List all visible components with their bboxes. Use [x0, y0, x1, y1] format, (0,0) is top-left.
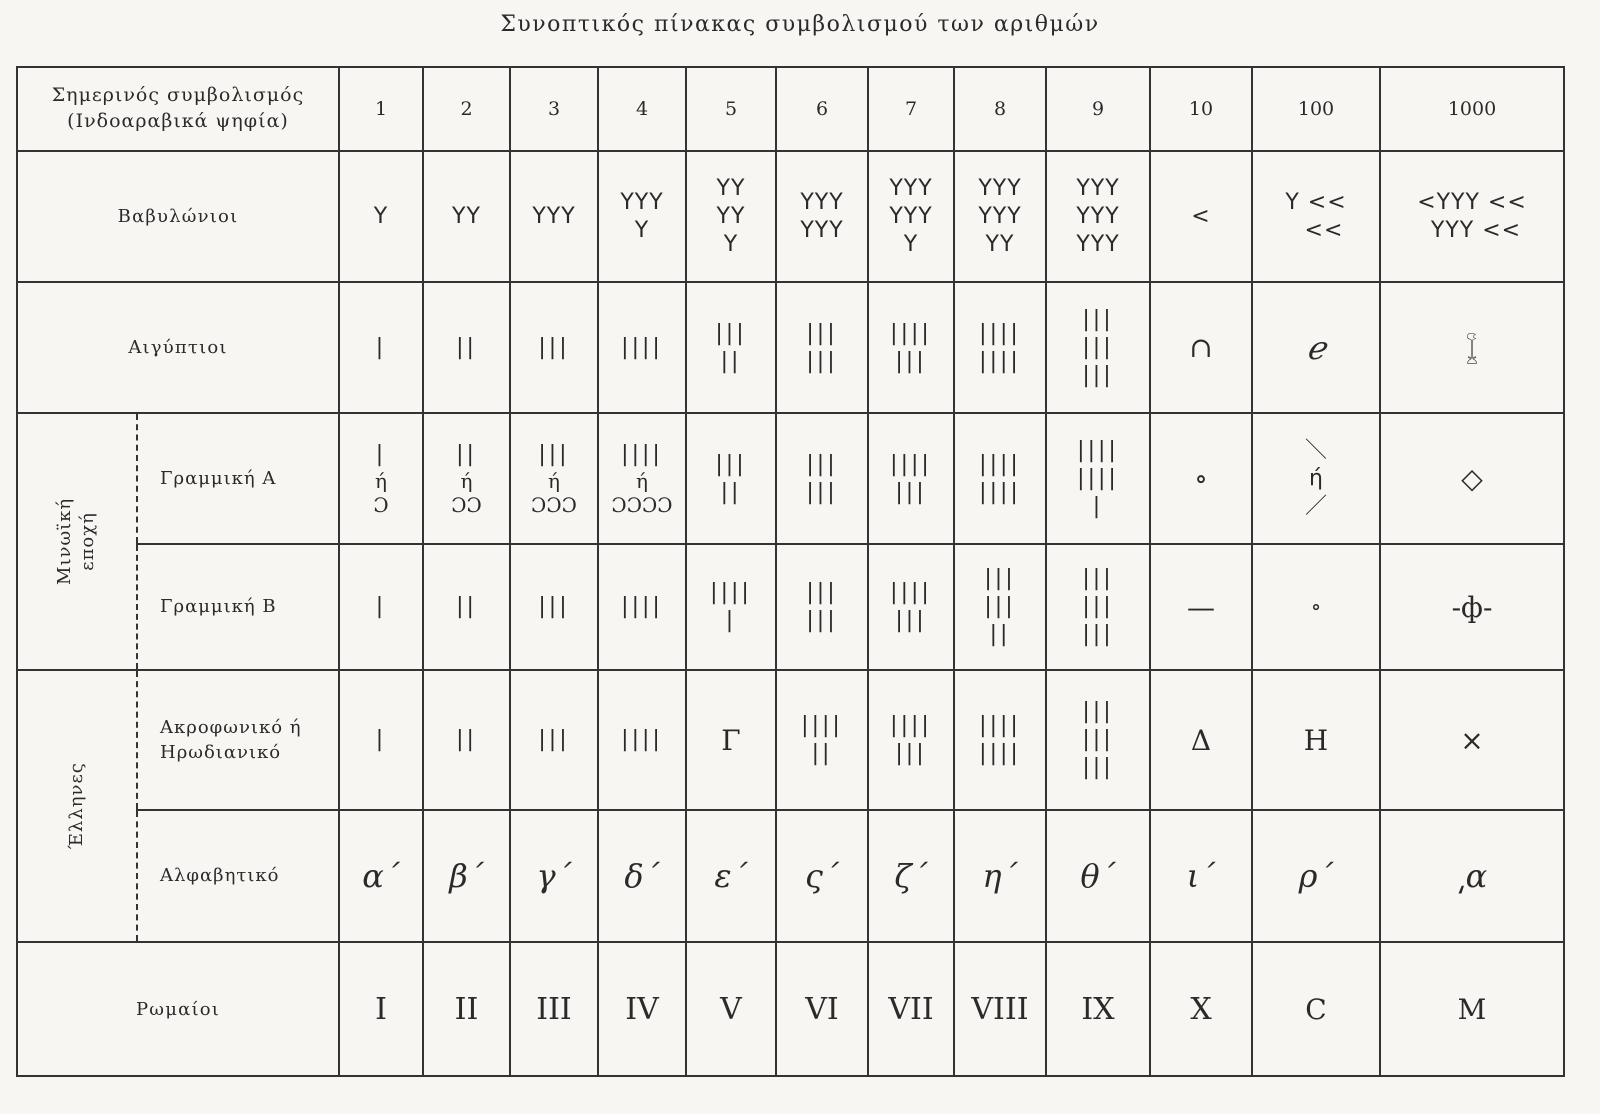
acrophonic-symbol: |: [375, 727, 387, 752]
roman-symbol: II: [423, 942, 510, 1076]
linear-a-symbol: |||| ||||: [979, 451, 1021, 505]
alphabetic-symbol: δ΄: [598, 810, 686, 942]
linear-a-symbol: [373, 441, 388, 517]
egyptian-symbol: |||: [538, 334, 570, 360]
linear-b-symbol: ||| ||| ||: [984, 566, 1016, 647]
egyptian-symbol: ||||: [621, 334, 663, 360]
roman-symbol: V: [686, 942, 776, 1076]
header-number: 5: [686, 67, 776, 151]
babylonian-symbol: Y: [373, 203, 389, 229]
linear-a-stroke: |: [375, 441, 387, 467]
alphabetic-symbol: β΄: [423, 810, 510, 942]
egyptian-symbol: ℯ: [1252, 282, 1380, 413]
egyptian-symbol: ∩: [1150, 282, 1252, 413]
babylonian-symbol: <: [1191, 203, 1211, 229]
egyptian-symbol: |||| |||: [890, 320, 932, 374]
babylonian-symbol: YYY YYY YY: [978, 175, 1022, 257]
acrophonic-symbol: ||| ||| |||: [1082, 699, 1114, 780]
header-label-line2: (Ινδοαραβικά ψηφία): [67, 110, 289, 132]
babylonian-symbol: YY: [452, 203, 481, 229]
alphabetic-symbol: η΄: [954, 810, 1046, 942]
linear-a-stroke: ||||: [621, 441, 663, 467]
roman-symbol: VIII: [954, 942, 1046, 1076]
babylonian-symbol: YYY YYY Y: [889, 175, 933, 257]
babylonian-symbol: YYY YYY: [800, 189, 844, 243]
greeks-label: Έλληνες: [66, 762, 88, 850]
or-label: ή: [460, 468, 473, 493]
row-label-egyptians: Αιγύπτιοι: [17, 282, 339, 413]
acrophonic-symbol: Η: [1252, 670, 1380, 810]
header-label-line1: Σημερινός συμβολισμός: [51, 84, 305, 107]
egyptian-symbol: |: [375, 334, 387, 360]
header-number: 10: [1150, 67, 1252, 151]
egyptian-symbol: ||| ||: [715, 320, 747, 374]
roman-symbol: M: [1380, 942, 1564, 1076]
header-number: 1000: [1380, 67, 1564, 151]
header-number: 4: [598, 67, 686, 151]
egyptian-symbol: ||| |||: [806, 320, 838, 374]
roman-symbol: C: [1252, 942, 1380, 1076]
babylonian-symbol: YY YY Y: [716, 175, 746, 257]
acrophonic-symbol: |||| ||: [801, 713, 843, 766]
linear-a-stroke: |||: [538, 441, 570, 467]
alphabetic-symbol: ρ΄: [1252, 810, 1380, 942]
babylonian-symbol: Y << <<: [1285, 189, 1347, 243]
row-babylonians: [17, 151, 1564, 282]
linear-a-arc: Ɔ: [373, 492, 389, 517]
linear-b-symbol: ||: [456, 594, 477, 619]
lotus-glyph-icon: 𓆼: [1380, 282, 1564, 413]
alphabetic-symbol: γ΄: [510, 810, 598, 942]
table-title: Συνοπτικός πίνακας συμβολισμού των αριθμών: [500, 12, 1100, 37]
minoan-label-line1: Μινωϊκή: [54, 497, 76, 586]
row-label-babylonians: Βαβυλώνιοι: [17, 151, 339, 282]
linear-b-symbol: |||| |: [710, 580, 752, 633]
header-number: 6: [776, 67, 868, 151]
circle-icon: ∘: [1252, 544, 1380, 670]
roman-symbol: VII: [868, 942, 954, 1076]
alphabetic-symbol: ς΄: [776, 810, 868, 942]
or-label: ή: [548, 468, 560, 493]
group-label-greeks: [17, 670, 137, 942]
alphabetic-symbol: α΄: [339, 810, 423, 942]
numeral-symbols-table: [16, 66, 1565, 1077]
acrophonic-symbol: ||||: [621, 727, 663, 752]
roman-symbol: IV: [598, 942, 686, 1076]
roman-symbol: VI: [776, 942, 868, 1076]
egyptian-symbol: |||| ||||: [979, 320, 1021, 374]
row-linear-b: [17, 544, 1564, 670]
linear-a-symbol: [451, 441, 482, 517]
header-number: 100: [1252, 67, 1380, 151]
linear-a-symbol: ＼ ή ／: [1304, 437, 1327, 519]
babylonian-symbol: YYY YYY YYY: [1076, 175, 1120, 257]
acrophonic-symbol: ×: [1380, 670, 1564, 810]
linear-a-arc: ƆƆƆ: [531, 492, 577, 517]
alphabetic-symbol: ͵α: [1380, 810, 1564, 942]
acrophonic-symbol: |||| |||: [890, 713, 932, 766]
acrophonic-label-line1: Ακροφωνικό ή: [160, 716, 302, 738]
acrophonic-symbol: Γ: [686, 670, 776, 810]
row-label-linear-b: Γραμμική Β: [137, 544, 339, 670]
dash-icon: —: [1150, 544, 1252, 670]
alphabetic-symbol: ι΄: [1150, 810, 1252, 942]
linear-a-symbol: ||| |||: [806, 451, 838, 505]
row-linear-a: [17, 413, 1564, 544]
acrophonic-symbol: |||: [538, 727, 570, 752]
acrophonic-label-line2: Ηρωδιανικό: [160, 742, 282, 763]
roman-symbol: III: [510, 942, 598, 1076]
linear-a-symbol: [611, 441, 672, 517]
egyptian-symbol: ||| ||| |||: [1082, 306, 1114, 388]
row-romans: [17, 942, 1564, 1076]
minoan-label-line2: εποχή: [77, 512, 99, 571]
linear-b-symbol: |||: [538, 594, 570, 619]
header-number: 3: [510, 67, 598, 151]
linear-a-arc: ƆƆƆƆ: [611, 492, 673, 517]
linear-a-arc: ƆƆ: [451, 492, 482, 517]
group-label-minoan: [17, 413, 137, 670]
circle-icon: ∘: [1150, 413, 1252, 544]
row-egyptians: [17, 282, 1564, 413]
acrophonic-symbol: Δ: [1150, 670, 1252, 810]
row-label-linear-a: Γραμμική Α: [137, 413, 339, 544]
babylonian-symbol: <YYY << YYY <<: [1417, 189, 1527, 243]
or-label: ή: [375, 468, 387, 493]
row-label-romans: Ρωμαίοι: [17, 942, 339, 1076]
linear-b-symbol: |||| |||: [890, 580, 932, 633]
babylonian-symbol: YYY: [532, 203, 576, 229]
row-label-alphabetic: Αλφαβητικό: [137, 810, 339, 942]
diamond-icon: ◇: [1380, 413, 1564, 544]
alphabetic-symbol: ε΄: [686, 810, 776, 942]
linear-a-symbol: |||| |||| |: [1077, 437, 1119, 519]
linear-a-symbol: [531, 441, 577, 517]
linear-a-symbol: ||| ||: [715, 451, 747, 505]
babylonian-symbol: YYY Y: [620, 189, 664, 243]
roman-symbol: I: [339, 942, 423, 1076]
header-number: 8: [954, 67, 1046, 151]
linear-a-symbol: |||| |||: [890, 451, 932, 505]
row-alphabetic: [17, 810, 1564, 942]
crosshair-circle-icon: -ф-: [1380, 544, 1564, 670]
header-label: [17, 67, 339, 151]
linear-a-stroke: ||: [456, 441, 477, 467]
linear-b-symbol: ||||: [621, 594, 663, 619]
header-number: 2: [423, 67, 510, 151]
alphabetic-symbol: ζ΄: [868, 810, 954, 942]
roman-symbol: IX: [1046, 942, 1150, 1076]
egyptian-symbol: ||: [456, 334, 477, 360]
linear-b-symbol: ||| |||: [806, 580, 838, 633]
roman-symbol: X: [1150, 942, 1252, 1076]
header-number: 9: [1046, 67, 1150, 151]
header-number: 1: [339, 67, 423, 151]
or-label: ή: [636, 468, 648, 493]
row-label-acrophonic: [137, 670, 339, 810]
linear-b-symbol: ||| ||| |||: [1082, 566, 1114, 647]
header-number: 7: [868, 67, 954, 151]
row-acrophonic: [17, 670, 1564, 810]
acrophonic-symbol: |||| ||||: [979, 713, 1021, 766]
linear-b-symbol: |: [375, 594, 387, 619]
header-row: [17, 67, 1564, 151]
alphabetic-symbol: θ΄: [1046, 810, 1150, 942]
acrophonic-symbol: ||: [456, 727, 477, 752]
